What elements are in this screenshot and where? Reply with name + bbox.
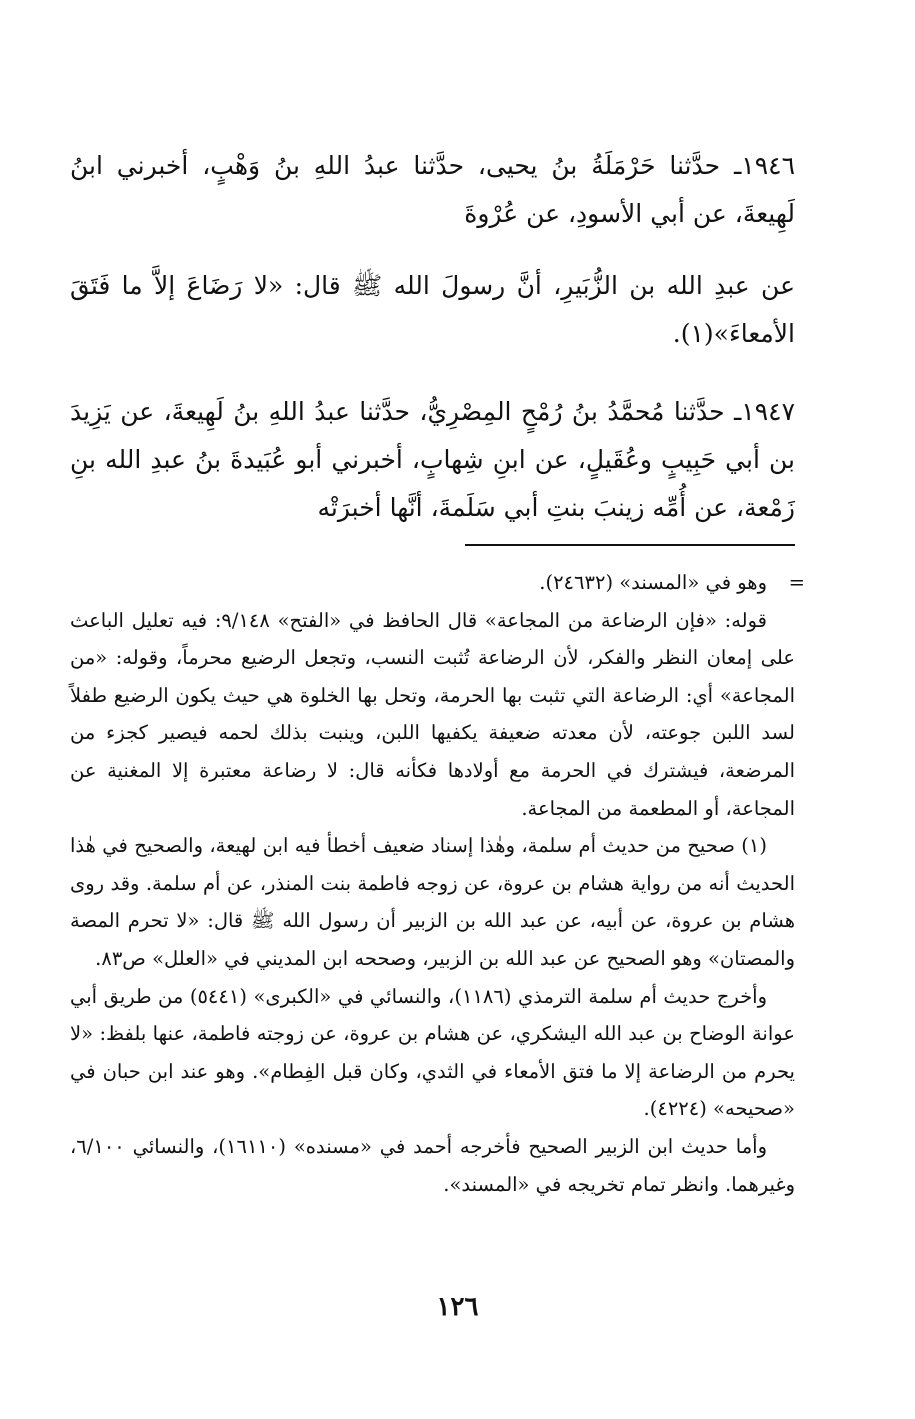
footnote-1-paragraph-2: وأخرج حديث أم سلمة الترمذي (١١٨٦)، والنسائي في «الكبرى» (٥٤٤١) من طريق أبي عوانة الوضاح بن عبد الله اليشكري، عن هشام بن عروة، عن زوجته فاطمة، عنها بلفظ: «لا يحرم من الرضاعة إلا ما فتق الأمعاء في الثدي، وكان قبل الفِطام». وهو عند ابن حبان في «صحيحه» (٤٢٢٤). <box>70 984 795 1121</box>
footnote-continuation <box>70 564 805 602</box>
hadith-1946-matn <box>70 262 795 358</box>
hadith-1946-text: ١٩٤٦ـ حدَّثنا حَرْمَلَةُ بنُ يحيى، حدَّثنا عبدُ اللهِ بنُ وَهْبٍ، أخبرني ابنُ لَهِيعةَ، عن أبي الأسودِ، عن عُرْوةَ <box>70 151 795 228</box>
footnote-divider <box>465 544 795 546</box>
hadith-1946-matn-text: عن عبدِ الله بن الزُّبَيرِ، أنَّ رسولَ الله ﷺ قال: «لا رَضَاعَ إلاَّ ما فَتَقَ الأمعاءَ»(١). <box>70 271 795 348</box>
hadith-1947 <box>70 388 795 532</box>
hadith-1946-isnad <box>70 142 795 238</box>
hadith-1947-text: ١٩٤٧ـ حدَّثنا مُحمَّدُ بنُ رُمْحٍ المِصْرِيُّ، حدَّثنا عبدُ اللهِ بنُ لَهِيعةَ، عن يَزِيدَ بن أبي حَبِيبٍ وعُقَيلٍ، عن ابنِ شِهابٍ، أخبرني أبو عُبَيدةَ بنُ عبدِ الله بنِ زَمْعة، عن أُمِّه زينبَ بنتِ أبي سَلَمةَ، أنَّها أخبرَتْه <box>70 397 795 522</box>
footnote-1-paragraph-3: وأما حديث ابن الزبير الصحيح فأخرجه أحمد في «مسنده» (١٦١١٠)، والنسائي ٦/١٠٠، وغيرهما. وانظر تمام تخريجه في «المسند». <box>70 1134 795 1196</box>
footnote-commentary: قوله: «فإن الرضاعة من المجاعة» قال الحافظ في «الفتح» ٩/١٤٨: فيه تعليل الباعث على إمعان النظر والفكر، لأن الرضاعة تُثبت النسب، وتجعل الرضيع محرماً، وقوله: «من المجاعة» أي: الرضاعة التي تثبت بها الحرمة، وتحل بها الخلوة هي حيث يكون الرضيع طفلاً لسد اللبن جوعته، لأن معدته ضعيفة يكفيها اللبن، وينبت بذلك لحمه فيصير كجزء من المرضعة، فيشترك في الحرمة مع أولادها فكأنه قال: لا رضاعة معتبرة إلا المغنية عن المجاعة، أو المطعمة من المجاعة. <box>70 608 795 820</box>
page-number: ١٢٦ <box>436 1292 479 1322</box>
continuation-mark: = <box>788 571 805 594</box>
footnotes <box>70 564 805 1203</box>
footnote-continuation-text: وهو في «المسند» (٢٤٦٣٢). <box>539 571 767 594</box>
footnote-1: (١) صحيح من حديث أم سلمة، وهٰذا إسناد ضعيف أخطأ فيه ابن لهيعة، والصحيح في هٰذا الحديث أنه من رواية هشام بن عروة، عن زوجه فاطمة بنت المنذر، عن أم سلمة. وقد روى هشام بن عروة، عن أبيه، عن عبد الله بن الزبير أن رسول الله ﷺ قال: «لا تحرم المصة والمصتان» وهو الصحيح عن عبد الله بن الزبير، وصححه ابن المديني في «العلل» ص٨٣. <box>70 834 795 970</box>
